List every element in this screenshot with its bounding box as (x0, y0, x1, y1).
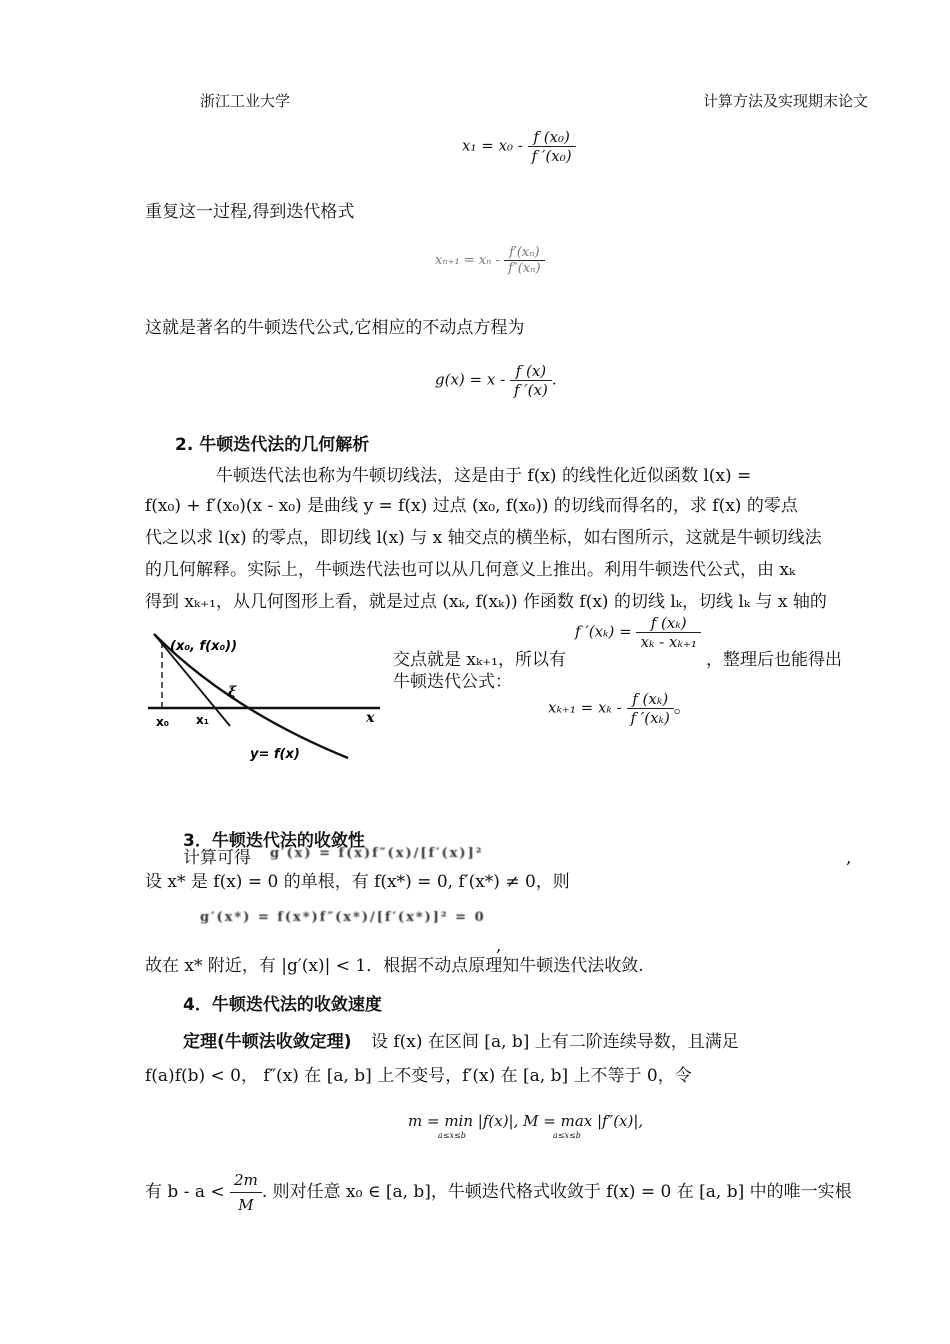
fig-point-label: (x₀, f(x₀)) (170, 639, 238, 654)
para2-line-3: 代之以求 l(x) 的零点，即切线 l(x) 与 x 轴交点的横坐标，如右图所示，这就是牛顿切线法 (145, 528, 822, 548)
paragraph-1: 重复这一过程,得到迭代格式 (145, 202, 355, 222)
iter-num: f (xₖ) (627, 690, 674, 709)
sec3-calc-formula: g′(x) = f(x)f″(x)/[f′(x)]² (270, 846, 484, 861)
section-3-title: 3．牛顿迭代法的收敛性 (183, 831, 365, 851)
eq1-lhs: x₁ = x₀ - (462, 136, 523, 155)
last-b: . 则对任意 x₀ ∈ [a, b]，牛顿迭代格式收敛于 f(x) = 0 在 [a, b] 中的唯一实根 (261, 1182, 852, 1202)
fig-x1-label: x₁ (196, 713, 209, 727)
section-2-title: 2. 牛顿迭代法的几何解析 (175, 435, 370, 455)
right-line-2: 牛顿迭代公式： (393, 672, 512, 692)
sec3-line-3-tail: , (496, 936, 502, 956)
fprime-lhs: f ′(xₖ) = (575, 622, 632, 641)
fig-curve-label: y= f(x) (250, 747, 300, 762)
fig-xaxis-label: x (366, 710, 375, 726)
header-right: 计算方法及实现期末论文 (703, 92, 869, 110)
eq1-den: f ′(x₀) (531, 147, 572, 165)
fprime-num: f (xₖ) (636, 614, 700, 633)
sec3-line-3-formula: g′(x*) = f(x*)f″(x*)/[f′(x*)]² = 0 (200, 910, 486, 925)
sec4-last-line (145, 1168, 852, 1217)
sec4-line-2: f(a)f(b) < 0， f″(x) 在 [a, b] 上不变号，f′(x) 在 [a, b] 上不等于 0，令 (145, 1066, 692, 1086)
last-den: M (238, 1196, 254, 1214)
iter-den: f ′(xₖ) (630, 709, 670, 727)
equation-3 (435, 362, 557, 399)
sec3-calc-label: 计算可得 (183, 848, 251, 868)
eq2-den: f″(xₙ) (508, 261, 541, 276)
sec3-line-2: 设 x* 是 f(x) = 0 的单根，有 f(x*) = 0, f′(x*) ≠ 0，则 (145, 872, 570, 892)
eq1-num: f (x₀) (528, 128, 576, 147)
last-num: 2m (230, 1168, 262, 1193)
theorem-line (183, 1030, 739, 1054)
para2-line-5: 得到 xₖ₊₁，从几何图形上看，就是过点 (xₖ, f(xₖ)) 作函数 f(x) 的切线 lₖ，切线 lₖ 与 x 轴的 (145, 592, 827, 612)
eq2-lhs: xₙ₊₁ = xₙ - (435, 253, 500, 268)
para2-line-4: 的几何解释。实际上，牛顿迭代法也可以从几何意义上推出。利用牛顿迭代公式，由 xₖ (145, 560, 796, 580)
fprime-equation (575, 614, 701, 651)
fig-xi-label: ξ (228, 684, 237, 700)
max-subscript: a≤x≤b (553, 1131, 581, 1140)
last-a: 有 b - a < (145, 1182, 225, 1202)
iteration-formula (548, 690, 692, 727)
right-line-1a: 交点就是 xₖ₊₁，所以有 (393, 650, 566, 670)
sec3-line-4: 故在 x* 附近，有 |g′(x)| < 1．根据不动点原理知牛顿迭代法收敛. (145, 956, 644, 976)
para2-line-1: 牛顿迭代法也称为牛顿切线法，这是由于 f(x) 的线性化近似函数 l(x) = (216, 466, 752, 486)
header-left: 浙江工业大学 (200, 92, 291, 110)
eq3-den: f ′(x) (513, 381, 548, 399)
m-M-definition: m = min |f(x)|, M = max |f″(x)|, (408, 1112, 644, 1130)
fig-x0-label: x₀ (156, 715, 169, 729)
eq3-lhs: g(x) = x - (435, 370, 506, 389)
sec3-calc-tail: , (846, 848, 852, 868)
eq2-num: f′(xₙ) (504, 245, 544, 261)
min-subscript: a≤x≤b (438, 1131, 466, 1140)
iter-tail: 。 (673, 696, 692, 718)
section-4-title: 4．牛顿迭代法的收敛速度 (183, 995, 382, 1015)
eq3-num: f (x) (510, 362, 552, 381)
fprime-den: xₖ - xₖ₊₁ (640, 633, 697, 651)
equation-2 (435, 245, 545, 276)
paragraph-2: 这就是著名的牛顿迭代公式,它相应的不动点方程为 (145, 318, 525, 338)
right-line-1b: ，整理后也能得出 (706, 650, 842, 670)
iter-lhs: xₖ₊₁ = xₖ - (548, 698, 622, 717)
theorem-name: 定理(牛顿法收敛定理) (183, 1032, 352, 1052)
para2-line-2: f(x₀) + f′(x₀)(x - x₀) 是曲线 y = f(x) 过点 (x₀, f(x₀)) 的切线而得名的，求 f(x) 的零点 (145, 496, 798, 516)
theorem-text: 设 f(x) 在区间 [a, b] 上有二阶连续导数，且满足 (370, 1032, 739, 1052)
eq3-tail: . (551, 370, 557, 389)
equation-1 (462, 128, 576, 165)
newton-tangent-figure (140, 630, 390, 770)
